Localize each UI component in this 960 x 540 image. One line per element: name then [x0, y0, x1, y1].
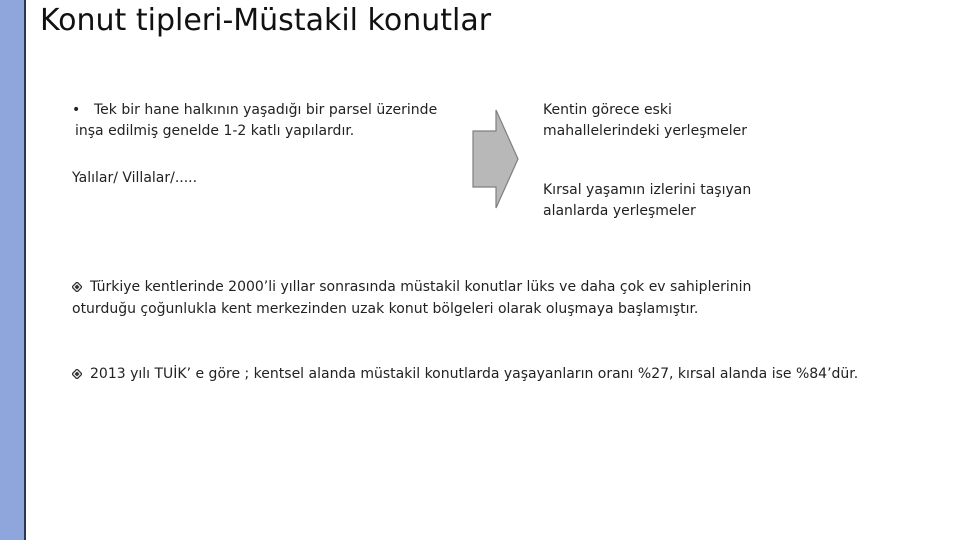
- paragraph-2-line-1: [72, 363, 858, 385]
- left-bullet-block: [72, 100, 472, 142]
- paragraph-1: [72, 276, 751, 320]
- right-item-2-line-1: Kırsal yaşamın izlerini taşıyan: [543, 182, 752, 198]
- bullet-dot: •: [72, 102, 81, 118]
- right-item-2: [543, 180, 751, 222]
- bullet-text-2: inşa edilmiş genelde 1-2 katlı yapılardır.: [75, 123, 355, 139]
- paragraph-1-text-1: Türkiye kentlerinde 2000’li yıllar sonrasında müstakil konutlar lüks ve daha çok ev sahiplerinin: [90, 279, 752, 295]
- arrow-right-icon: [472, 109, 520, 209]
- villas-text: Yalılar/ Villalar/.....: [72, 170, 198, 186]
- right-item-1-line-1: Kentin görece eski: [543, 102, 672, 118]
- paragraph-1-line-1: [72, 276, 751, 298]
- slide-title: Konut tipleri-Müstakil konutlar: [40, 3, 492, 38]
- right-item-1-line-2: mahallelerindeki yerleşmeler: [543, 123, 747, 139]
- paragraph-1-text-2: oturduğu çoğunlukla kent merkezinden uzak konut bölgeleri olarak oluşmaya başlamıştır.: [72, 301, 699, 317]
- right-item-1: [543, 100, 747, 142]
- bullet-text-1: Tek bir hane halkının yaşadığı bir parsel üzerinde: [94, 102, 438, 118]
- diamond-bullet-icon: [72, 282, 82, 292]
- diamond-bullet-icon: [72, 369, 82, 379]
- right-item-2-line-2: alanlarda yerleşmeler: [543, 203, 696, 219]
- paragraph-2: [72, 363, 858, 385]
- sidebar-accent-bar: [0, 0, 26, 540]
- bullet-line-1: [72, 100, 472, 121]
- paragraph-2-text-1: 2013 yılı TUİK’ e göre ; kentsel alanda müstakil konutlarda yaşayanların oranı %27, kırsal alanda ise %84’dür.: [90, 366, 859, 382]
